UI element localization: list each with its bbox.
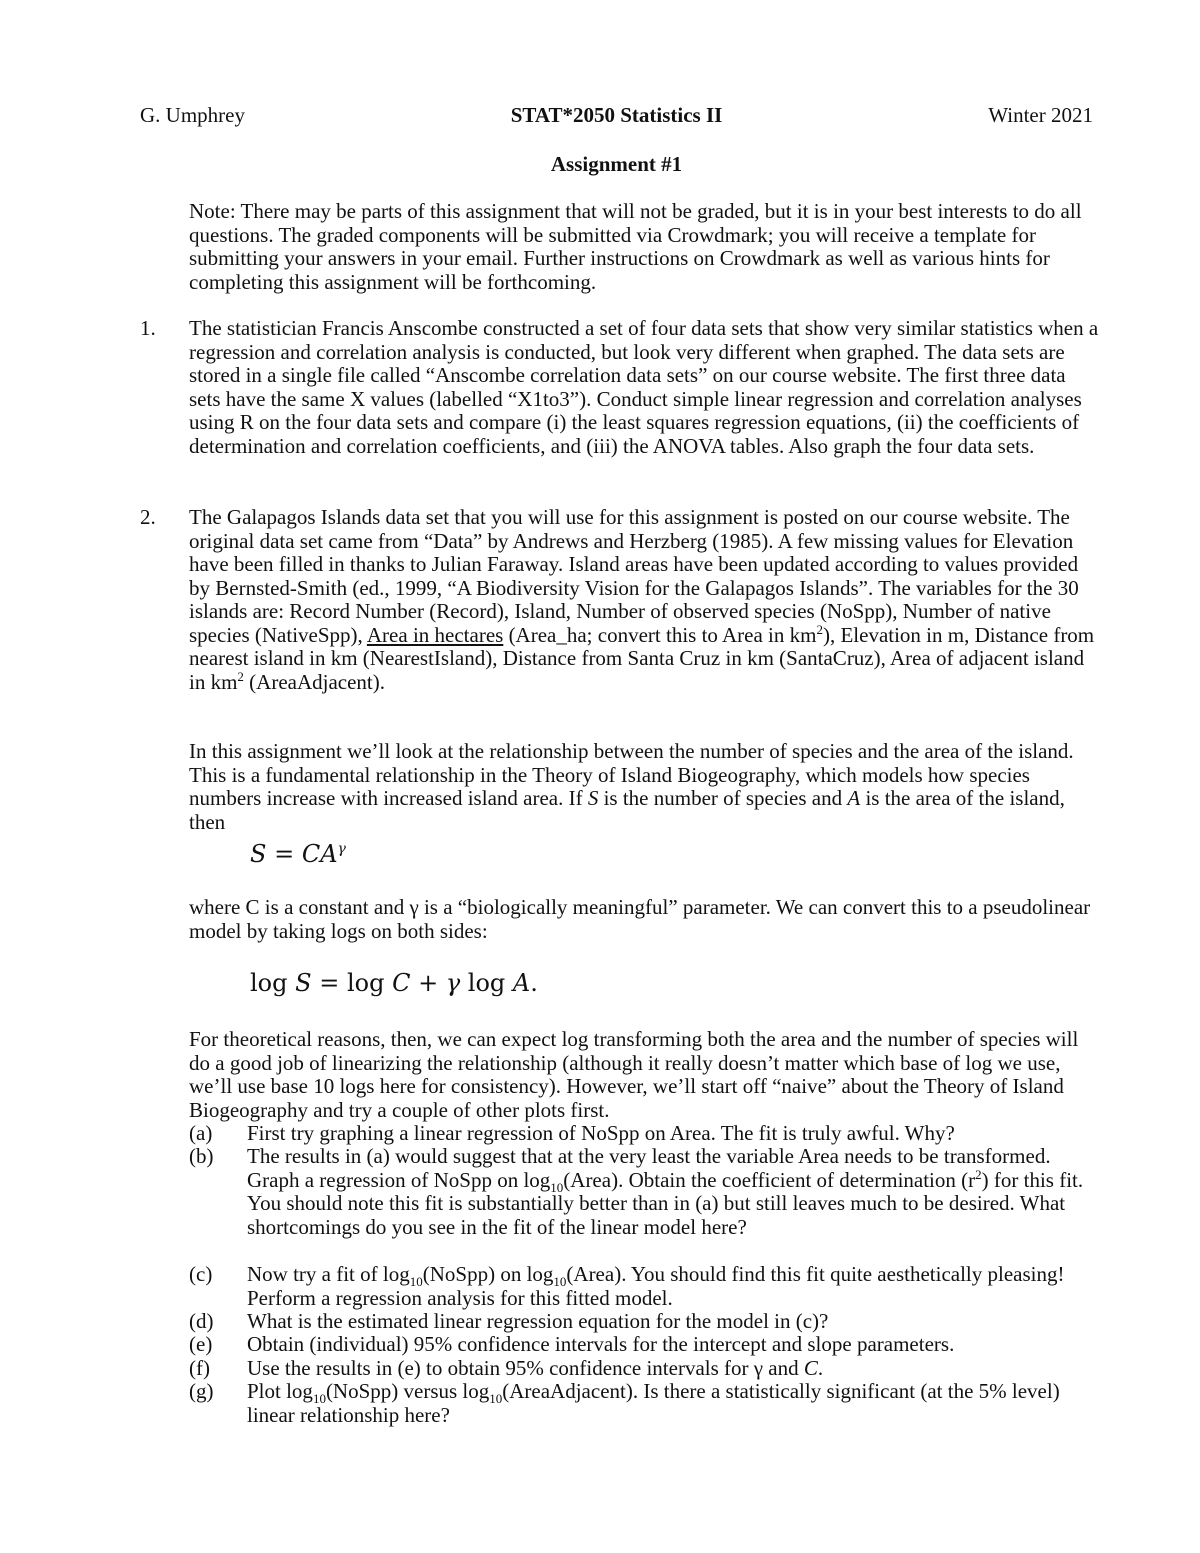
question-2-paragraph-3: where C is a constant and γ is a “biologically meaningful” parameter. We can convert this to a pseudolinear model by taking logs on both sides:: [189, 895, 1091, 943]
part-b-label: (b): [189, 1144, 214, 1168]
part-e-label: (e): [189, 1332, 213, 1356]
question-2-paragraph-4: For theoretical reasons, then, we can expect log transforming both the area and the number of species will do a good job of linearizing the relationship (although it really doesn’t matter which base of log we use, we’ll use base 10 logs here for consistency). However, we’ll start off “naive” about the Theory of Island Biogeography and try a couple of other plots first.: [189, 1027, 1079, 1122]
author-name: G. Umphrey: [140, 103, 245, 127]
part-f-text: Use the results in (e) to obtain 95% confidence intervals for γ and C.: [247, 1356, 824, 1380]
part-d-label: (d): [189, 1309, 214, 1333]
question-1-text: The statistician Francis Anscombe constructed a set of four data sets that show very similar statistics when a regression and correlation analysis is conducted, but look very different when graphed. The data sets are stored in a single file called “Anscombe correlation data sets” on our course website. The first three data sets have the same X values (labelled “X1to3”). Conduct simple linear regression and correlation analyses using R on the four data sets and compare (i) the least squares regression equations, (ii) the coefficients of determination and correlation coefficients, and (iii) the ANOVA tables. Also graph the four data sets.: [189, 316, 1099, 458]
part-g-label: (g): [189, 1379, 214, 1403]
part-f-label: (f): [189, 1356, 210, 1380]
equation-power-law: $S = CA^\gamma$: [250, 840, 346, 868]
part-g-text: Plot $\log_{10}(NoSpp)$ versus $\log_{10}(AreaAdjacent)$. Is there a statistically significant (at the 5% level) linear relationship here?: [247, 1379, 1060, 1427]
assignment-title: Assignment #1: [550, 152, 683, 176]
part-b-text: The results in (a) would suggest that at the very least the variable Area needs to be transformed. Graph a regression of NoSpp on $\log_{10}(Area)$. Obtain the coefficient of determination $(r^2)$ for this fit. You should note this fit is substantially better than in (a) but still leaves much to be desired. What shortcomings do you see in the fit of the linear model here?: [247, 1144, 1084, 1239]
part-e-text: Obtain (individual) 95% confidence intervals for the intercept and slope parameters.: [247, 1332, 955, 1356]
term: Winter 2021: [988, 103, 1093, 127]
equation-log-model: log S = log C + γ log A.: [250, 969, 538, 997]
part-c-label: (c): [189, 1262, 213, 1286]
part-d-text: What is the estimated linear regression equation for the model in (c)?: [247, 1309, 829, 1333]
part-a-text: First try graphing a linear regression of NoSpp on Area. The fit is truly awful. Why?: [247, 1121, 955, 1145]
question-2-paragraph-2: In this assignment we’ll look at the relationship between the number of species and the area of the island. This is a fundamental relationship in the Theory of Island Biogeography, which models how species numbers increase with increased island area. If S is the number of species and A is the area of the island, then: [189, 739, 1074, 834]
note-paragraph: Note: There may be parts of this assignment that will not be graded, but it is in your best interests to do all questions. The graded components will be submitted via Crowdmark; you will receive a template for submitting your answers in your email. Further instructions on Crowdmark as well as various hints for completing this assignment will be forthcoming.: [189, 199, 1082, 294]
question-1-number: 1.: [140, 316, 156, 340]
page-header: [140, 104, 1093, 128]
question-2-intro: The Galapagos Islands data set that you will use for this assignment is posted on our course website. The original data set came from “Data” by Andrews and Herzberg (1985). A few missing values for Elevation have been filled in thanks to Julian Faraway. Island areas have been updated according to values provided by Bernsted-Smith (ed., 1999, “A Biodiversity Vision for the Galapagos Islands”. The variables for the 30 islands are: Record Number (Record), Island, Number of observed species (NoSpp), Number of native species (NativeSpp), Area in hectares (Area_ha; convert this to Area in $km^2$), Elevation in m, Distance from nearest island in km (NearestIsland), Distance from Santa Cruz in km (SantaCruz), Area of adjacent island in $km^2$ (AreaAdjacent).: [189, 505, 1095, 694]
course-title: STAT*2050 Statistics II: [510, 103, 723, 127]
part-a-label: (a): [189, 1121, 213, 1145]
underlined-term: Area in hectares: [366, 622, 504, 647]
question-2-number: 2.: [140, 505, 156, 529]
part-c-text: Now try a fit of $\log_{10}(NoSpp)$ on $\log_{10}(Area)$. You should find this fit quite aesthetically pleasing! Perform a regression analysis for this fitted model.: [247, 1262, 1065, 1310]
